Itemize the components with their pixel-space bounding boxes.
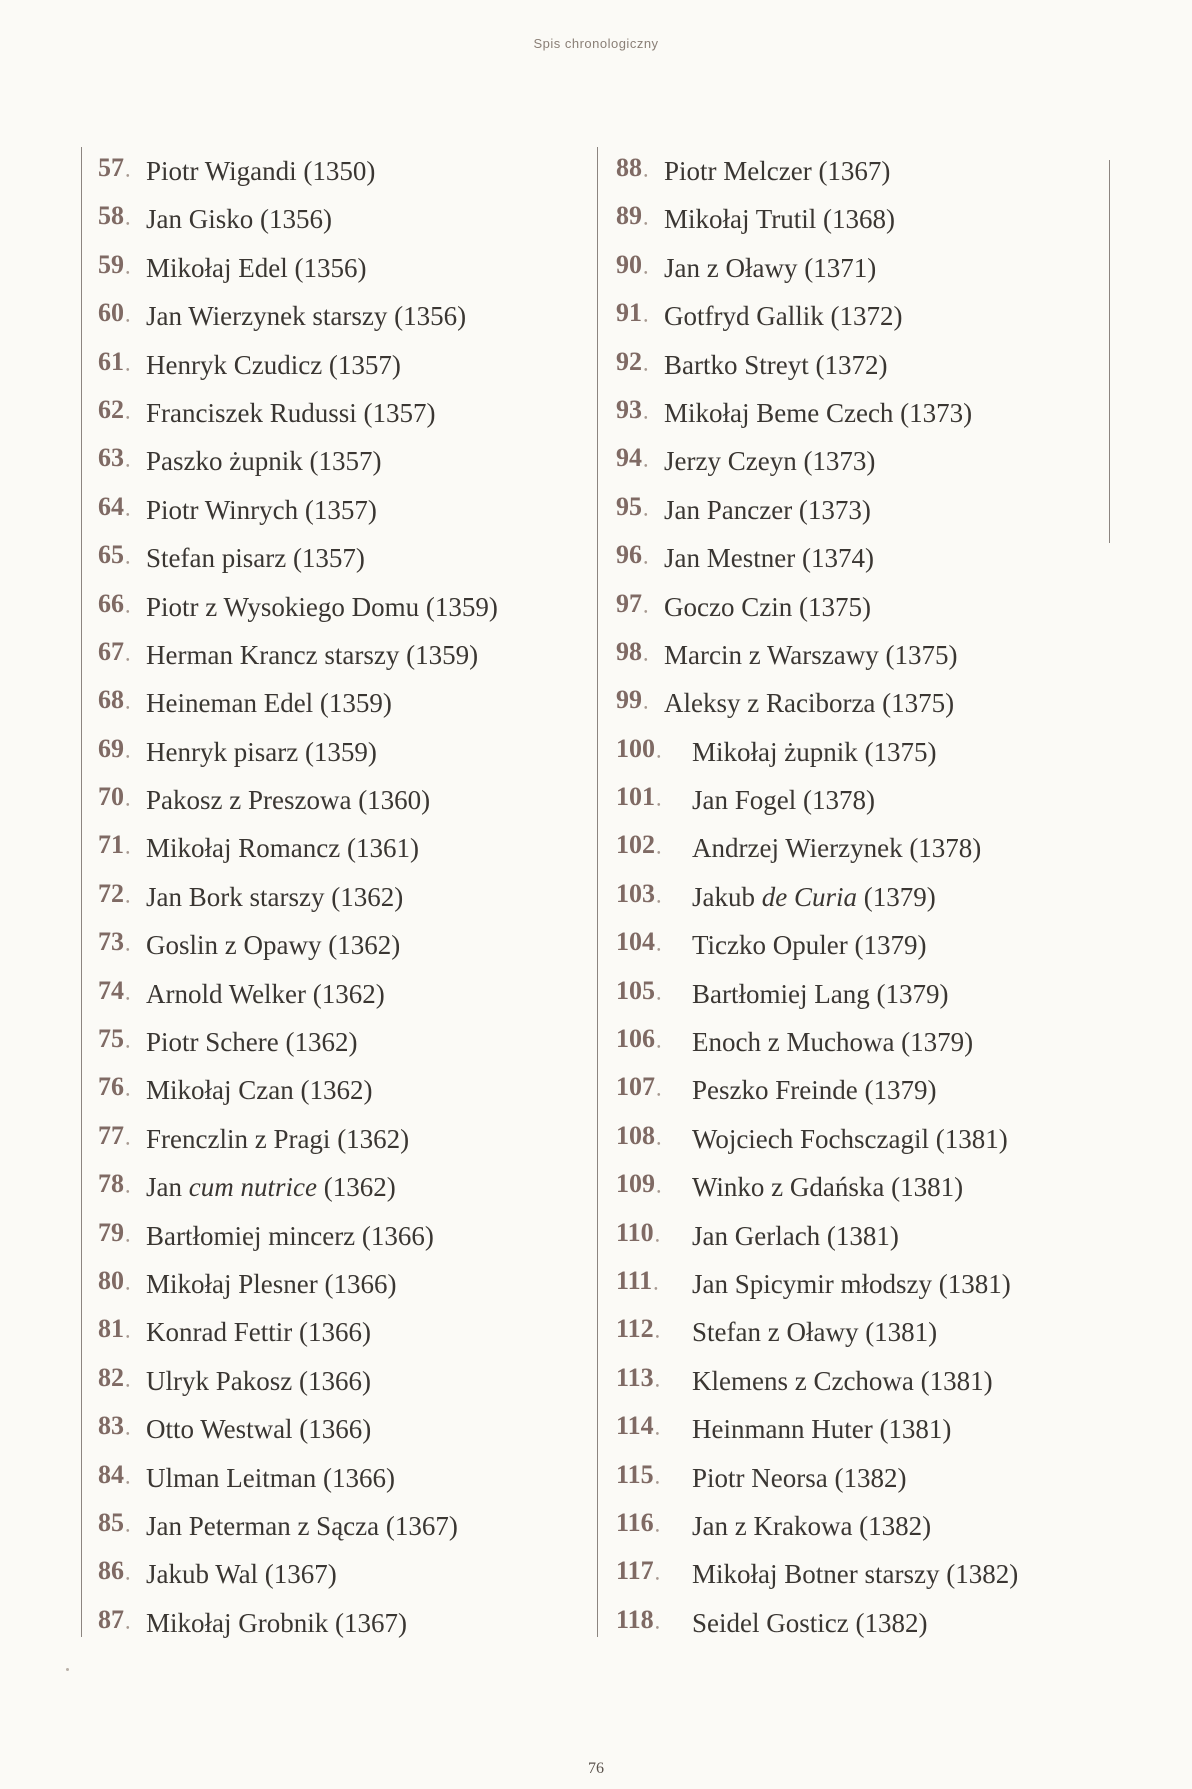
entry-name: Mikołaj Beme Czech (1373) — [664, 397, 973, 428]
list-item — [82, 1502, 512, 1550]
entry-name: Jan Spicymir młodszy (1381) — [692, 1268, 1011, 1299]
entry-name: Seidel Gosticz (1382) — [692, 1607, 928, 1638]
entry-number: 102 • — [616, 821, 692, 875]
list-item — [82, 437, 512, 485]
entry-number: 74 • — [98, 967, 146, 1021]
list-item — [598, 1260, 1068, 1308]
entry-number: 76 • — [98, 1063, 146, 1117]
list-item — [82, 1454, 512, 1502]
entry-name: Piotr Melczer (1367) — [664, 156, 891, 186]
entry-name: Henryk pisarz (1359) — [146, 736, 377, 767]
entry-name: Jan Fogel (1378) — [692, 785, 875, 816]
entry-name: Arnold Welker (1362) — [146, 978, 385, 1009]
page-smudge — [66, 1668, 69, 1671]
entry-name: Piotr Winrych (1357) — [146, 494, 377, 525]
entry-number: 82 • — [98, 1354, 146, 1408]
list-item — [598, 1599, 1068, 1647]
entry-name — [146, 1163, 396, 1211]
list-item — [82, 534, 512, 582]
list-item — [598, 147, 1068, 195]
right-column — [597, 147, 1068, 1637]
entry-name-prefix: Jan — [146, 1172, 189, 1203]
entry-name-suffix: (1362) — [316, 1172, 396, 1203]
entry-number: 80 • — [98, 1257, 146, 1311]
entry-number: 111 • — [616, 1257, 692, 1311]
list-item — [598, 341, 1068, 389]
entry-number: 118 • — [616, 1596, 692, 1650]
entry-name: Mikołaj Czan (1362) — [146, 1075, 373, 1106]
entry-number: 85 • — [98, 1499, 146, 1553]
entry-number: 108 • — [616, 1112, 692, 1166]
list-item — [598, 1357, 1068, 1405]
entry-name: Bartłomiej Lang (1379) — [692, 978, 949, 1009]
list-item — [82, 631, 512, 679]
entry-number: 115 • — [616, 1451, 692, 1505]
entry-number: 81 • — [98, 1305, 146, 1359]
list-item — [598, 437, 1068, 485]
list-item — [598, 534, 1068, 582]
entry-number: 73 • — [98, 918, 146, 972]
entry-number: 110 • — [616, 1209, 692, 1263]
running-head: Spis chronologiczny — [533, 36, 659, 51]
entry-number: 60 • — [98, 289, 146, 343]
entry-name: Mikołaj Grobnik (1367) — [146, 1607, 407, 1638]
entry-name: Piotr Neorsa (1382) — [692, 1462, 907, 1493]
entry-number: 95 • — [616, 483, 664, 537]
entry-number: 63 • — [98, 434, 146, 488]
list-item — [598, 1163, 1068, 1211]
list-item — [82, 1115, 512, 1163]
list-item — [82, 147, 512, 195]
entry-name: Bartko Streyt (1372) — [664, 349, 888, 380]
entry-name: Piotr Schere (1362) — [146, 1027, 358, 1058]
entry-name: Mikołaj żupnik (1375) — [692, 736, 937, 767]
entry-number: 97 • — [616, 580, 664, 634]
entry-number: 69 • — [98, 725, 146, 779]
list-item — [598, 1308, 1068, 1356]
list-item — [598, 244, 1068, 292]
entry-name: Mikołaj Trutil (1368) — [664, 204, 896, 235]
left-column — [81, 147, 512, 1637]
entry-number: 107 • — [616, 1063, 692, 1117]
entry-name: Winko z Gdańska (1381) — [692, 1172, 964, 1203]
entry-name: Franciszek Rudussi (1357) — [146, 397, 436, 428]
list-item — [82, 195, 512, 243]
entry-name: Frenczlin z Pragi (1362) — [146, 1123, 410, 1154]
entry-name-italic: cum nutrice — [188, 1172, 317, 1203]
entry-number: 117 • — [616, 1547, 692, 1601]
entry-number: 64 • — [98, 483, 146, 537]
list-item — [82, 1260, 512, 1308]
entry-name: Paszko żupnik (1357) — [146, 446, 382, 477]
list-item — [598, 1502, 1068, 1550]
entry-name: Klemens z Czchowa (1381) — [692, 1365, 993, 1396]
entry-number: 61 • — [98, 338, 146, 392]
entry-name: Marcin z Warszawy (1375) — [664, 639, 958, 670]
entry-number: 78 • — [98, 1160, 146, 1214]
entry-number: 75 • — [98, 1015, 146, 1069]
list-item — [82, 970, 512, 1018]
entry-number: 112 • — [616, 1305, 692, 1359]
entry-name: Mikołaj Edel (1356) — [146, 252, 367, 283]
entry-number: 99 • — [616, 676, 664, 730]
list-item — [598, 873, 1068, 921]
entry-name — [692, 873, 936, 921]
entry-number: 57 • — [98, 144, 146, 198]
entry-number: 90 • — [616, 241, 664, 295]
entry-number: 109 • — [616, 1160, 692, 1214]
entry-name: Andrzej Wierzynek (1378) — [692, 833, 982, 864]
entry-number: 86 • — [98, 1547, 146, 1601]
entry-name: Herman Krancz starszy (1359) — [146, 639, 479, 670]
entry-name: Heinmann Huter (1381) — [692, 1414, 952, 1445]
entry-number: 89 • — [616, 192, 664, 246]
list-item — [82, 389, 512, 437]
entry-number: 113 • — [616, 1354, 692, 1408]
entry-number: 114 • — [616, 1402, 692, 1456]
list-item — [82, 1357, 512, 1405]
entry-number: 91 • — [616, 289, 664, 343]
entry-number: 68 • — [98, 676, 146, 730]
list-item — [598, 921, 1068, 969]
entry-name-suffix: (1379) — [857, 881, 936, 912]
entry-number: 105 • — [616, 967, 692, 1021]
entry-number: 59 • — [98, 241, 146, 295]
entry-number: 77 • — [98, 1112, 146, 1166]
list-item — [598, 1018, 1068, 1066]
entry-number: 101 • — [616, 773, 692, 827]
entry-name: Gotfryd Gallik (1372) — [664, 301, 903, 332]
entry-name: Goczo Czin (1375) — [664, 591, 871, 622]
entry-name: Goslin z Opawy (1362) — [146, 930, 401, 961]
list-item — [598, 631, 1068, 679]
entry-name: Stefan z Oławy (1381) — [692, 1317, 938, 1348]
entry-number: 96 • — [616, 531, 664, 585]
list-item — [598, 292, 1068, 340]
entry-name: Piotr Wigandi (1350) — [146, 156, 376, 186]
list-item — [82, 1212, 512, 1260]
entry-name: Jan Gisko (1356) — [146, 204, 332, 235]
list-item — [598, 389, 1068, 437]
entry-number: 84 • — [98, 1451, 146, 1505]
list-item — [598, 1454, 1068, 1502]
entry-name: Jan z Krakowa (1382) — [692, 1510, 932, 1541]
entry-name: Jan Peterman z Sącza (1367) — [146, 1510, 458, 1541]
entry-number: 70 • — [98, 773, 146, 827]
entry-name: Mikołaj Botner starszy (1382) — [692, 1559, 1019, 1590]
list-item — [82, 873, 512, 921]
entry-number: 66 • — [98, 580, 146, 634]
entry-number: 87 • — [98, 1596, 146, 1650]
right-margin-rule — [1109, 160, 1110, 543]
list-item — [598, 486, 1068, 534]
entry-name: Jan z Oławy (1371) — [664, 252, 877, 283]
entry-name: Aleksy z Raciborza (1375) — [664, 688, 955, 719]
entry-name: Jerzy Czeyn (1373) — [664, 446, 876, 477]
entry-number: 83 • — [98, 1402, 146, 1456]
list-item — [82, 292, 512, 340]
entry-number: 116 • — [616, 1499, 692, 1553]
list-item — [82, 486, 512, 534]
entry-number: 67 • — [98, 628, 146, 682]
entry-number: 92 • — [616, 338, 664, 392]
list-item — [598, 776, 1068, 824]
list-item — [82, 1018, 512, 1066]
list-item — [82, 244, 512, 292]
entry-number: 71 • — [98, 821, 146, 875]
list-item — [598, 583, 1068, 631]
entry-name: Otto Westwal (1366) — [146, 1414, 372, 1445]
list-item — [82, 728, 512, 776]
entry-number: 98 • — [616, 628, 664, 682]
entry-name: Pakosz z Preszowa (1360) — [146, 785, 431, 816]
entry-name: Wojciech Fochsczagil (1381) — [692, 1123, 1008, 1154]
list-item — [82, 341, 512, 389]
entry-name: Stefan pisarz (1357) — [146, 543, 365, 574]
page-number: 76 — [588, 1760, 604, 1777]
list-item — [82, 1066, 512, 1114]
entry-name: Peszko Freinde (1379) — [692, 1075, 937, 1106]
entry-name: Jan Wierzynek starszy (1356) — [146, 301, 467, 332]
entry-number: 106 • — [616, 1015, 692, 1069]
list-item — [598, 1212, 1068, 1260]
list-item — [82, 1550, 512, 1598]
list-item — [598, 195, 1068, 243]
entry-name: Jan Bork starszy (1362) — [146, 881, 404, 912]
entry-name: Piotr z Wysokiego Domu (1359) — [146, 591, 498, 622]
list-item — [82, 1163, 512, 1211]
entry-name: Mikołaj Romancz (1361) — [146, 833, 419, 864]
list-item — [82, 776, 512, 824]
entry-number: 93 • — [616, 386, 664, 440]
list-item — [598, 728, 1068, 776]
entry-name: Ticzko Opuler (1379) — [692, 930, 927, 961]
entry-name: Mikołaj Plesner (1366) — [146, 1268, 397, 1299]
entry-number: 103 • — [616, 870, 692, 924]
entry-number: 65 • — [98, 531, 146, 585]
list-item — [598, 1066, 1068, 1114]
entry-number: 100 • — [616, 725, 692, 779]
list-item — [598, 1115, 1068, 1163]
entry-number: 79 • — [98, 1209, 146, 1263]
entry-name: Ulman Leitman (1366) — [146, 1462, 395, 1493]
entry-name: Enoch z Muchowa (1379) — [692, 1027, 974, 1058]
list-item — [82, 921, 512, 969]
list-item — [598, 679, 1068, 727]
list-item — [598, 1405, 1068, 1453]
list-item — [82, 1308, 512, 1356]
entry-name: Konrad Fettir (1366) — [146, 1317, 371, 1348]
entry-name: Ulryk Pakosz (1366) — [146, 1365, 371, 1396]
entry-name: Heineman Edel (1359) — [146, 688, 392, 719]
list-item — [82, 1599, 512, 1647]
entry-number: 94 • — [616, 434, 664, 488]
entry-number: 72 • — [98, 870, 146, 924]
entry-name: Henryk Czudicz (1357) — [146, 349, 401, 380]
list-item — [82, 679, 512, 727]
entry-name: Jan Mestner (1374) — [664, 543, 874, 574]
list-item — [598, 824, 1068, 872]
entry-name: Jan Gerlach (1381) — [692, 1220, 899, 1251]
entry-name-italic: de Curia — [761, 881, 858, 912]
entry-name: Jan Panczer (1373) — [664, 494, 871, 525]
list-item — [82, 824, 512, 872]
list-item — [598, 970, 1068, 1018]
entry-number: 88 • — [616, 144, 664, 198]
entry-number: 104 • — [616, 918, 692, 972]
entry-name: Bartłomiej mincerz (1366) — [146, 1220, 434, 1251]
entry-name-prefix: Jakub — [692, 881, 762, 912]
list-item — [598, 1550, 1068, 1598]
list-item — [82, 1405, 512, 1453]
list-item — [82, 583, 512, 631]
entry-name: Jakub Wal (1367) — [146, 1559, 337, 1590]
entry-number: 62 • — [98, 386, 146, 440]
entry-number: 58 • — [98, 192, 146, 246]
